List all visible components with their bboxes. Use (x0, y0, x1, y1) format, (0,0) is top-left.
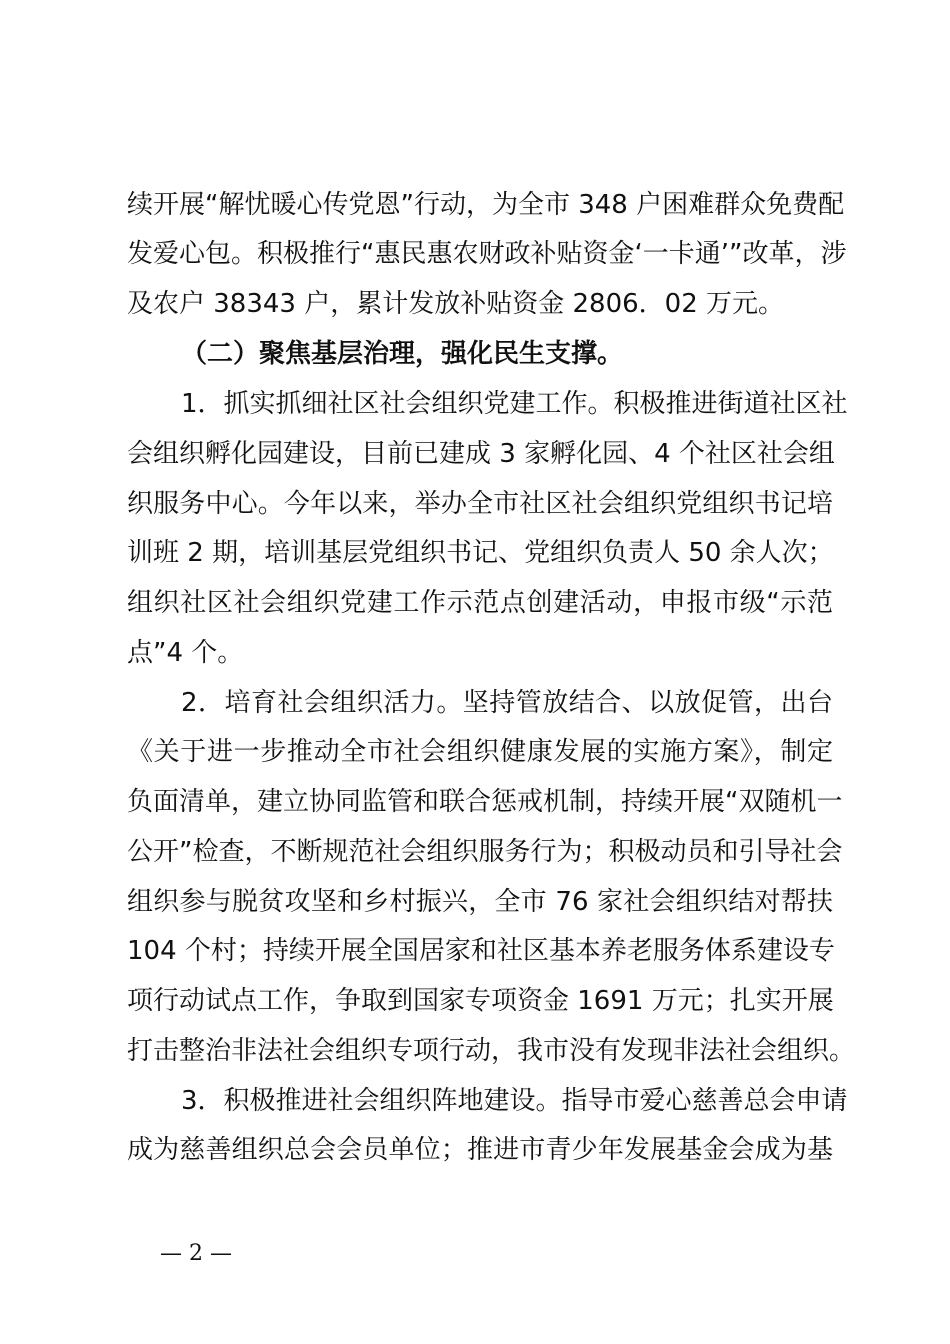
text-line: 及农户 38343 户，累计发放补贴资金 2806．02 万元。 (127, 289, 785, 319)
text-line: 1．抓实抓细社区社会组织党建工作。积极推进街道社区社 (181, 389, 848, 419)
text-line: 训班 2 期，培训基层党组织书记、党组织负责人 50 余人次； (127, 538, 834, 568)
text-line: 2．培育社会组织活力。坚持管放结合、以放促管，出台 (181, 688, 833, 718)
text-line: 会组织孵化园建设，目前已建成 3 家孵化园、4 个社区社会组 (127, 439, 835, 469)
text-line: 项行动试点工作，争取到国家专项资金 1691 万元；扎实开展 (127, 986, 834, 1016)
section-heading: （二）聚焦基层治理，强化民生支撑。 (181, 339, 624, 369)
text-line: 负面清单，建立协同监管和联合惩戒机制，持续开展“双随机一 (127, 787, 843, 817)
text-line: 续开展“解忧暖心传党恩”行动，为全市 348 户困难群众免费配 (127, 190, 845, 220)
text-line: 组织社区社会组织党建工作示范点创建活动，申报市级“示范 (127, 588, 833, 618)
text-line: 3．积极推进社会组织阵地建设。指导市爱心慈善总会申请 (181, 1086, 848, 1116)
text-line: 104 个村；持续开展全国居家和社区基本养老服务体系建设专 (127, 936, 835, 966)
text-line: 公开”检查，不断规范社会组织服务行为；积极动员和引导社会 (127, 837, 843, 867)
text-line: 组织参与脱贫攻坚和乡村振兴，全市 76 家社会组织结对帮扶 (127, 887, 833, 917)
page-number: — 2 — (160, 1241, 232, 1266)
text-line: 织服务中心。今年以来，举办全市社区社会组织党组织书记培 (127, 489, 833, 519)
text-line: 发爱心包。积极推行“惠民惠农财政补贴资金‘一卡通’”改革，涉 (127, 239, 847, 269)
text-line: 点”4 个。 (127, 638, 244, 668)
text-line: 成为慈善组织总会会员单位；推进市青少年发展基金会成为基 (127, 1135, 833, 1165)
text-line: 《关于进一步推动全市社会组织健康发展的实施方案》，制定 (127, 737, 833, 767)
text-line: 打击整治非法社会组织专项行动，我市没有发现非法社会组织。 (127, 1036, 856, 1066)
